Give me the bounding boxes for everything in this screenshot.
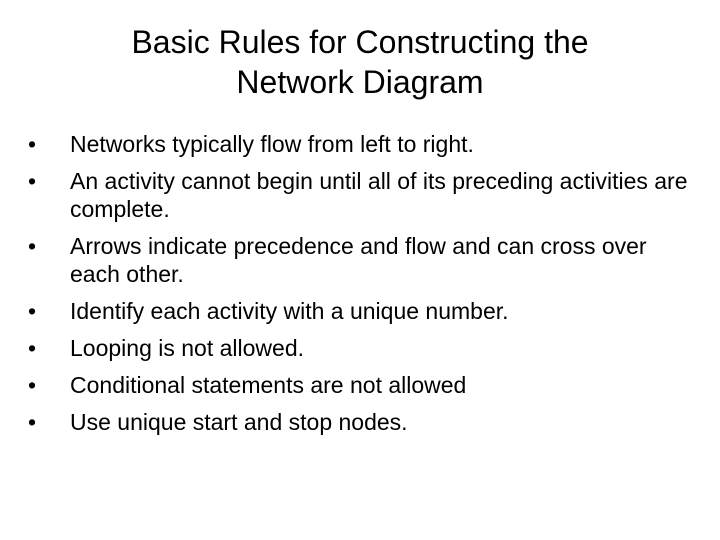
bullet-list (28, 130, 700, 445)
bullet-item (28, 297, 700, 325)
bullet-text: An activity cannot begin until all of its preceding activities are complete. (70, 168, 688, 222)
bullet-text: Arrows indicate precedence and flow and can cross over each other. (70, 233, 647, 287)
bullet-text: Conditional statements are not allowed (70, 372, 467, 398)
bullet-item (28, 371, 700, 399)
bullet-text: Use unique start and stop nodes. (70, 409, 408, 435)
bullet-text: Looping is not allowed. (70, 335, 304, 361)
bullet-text: Networks typically flow from left to right. (70, 131, 474, 157)
slide-title (60, 22, 660, 102)
bullet-dot-icon: • (28, 298, 37, 324)
bullet-dot-icon: • (28, 131, 37, 157)
bullet-item (28, 334, 700, 362)
bullet-item (28, 408, 700, 436)
bullet-dot-icon: • (28, 372, 37, 398)
bullet-item (28, 167, 700, 223)
bullet-text: Identify each activity with a unique number. (70, 298, 509, 324)
title-line-1: Basic Rules for Constructing the (131, 24, 589, 60)
title-line-2: Network Diagram (236, 64, 484, 100)
bullet-item (28, 130, 700, 158)
bullet-item (28, 232, 700, 288)
bullet-dot-icon: • (28, 409, 37, 435)
bullet-dot-icon: • (28, 335, 37, 361)
bullet-dot-icon: • (28, 168, 37, 194)
bullet-dot-icon: • (28, 233, 37, 259)
